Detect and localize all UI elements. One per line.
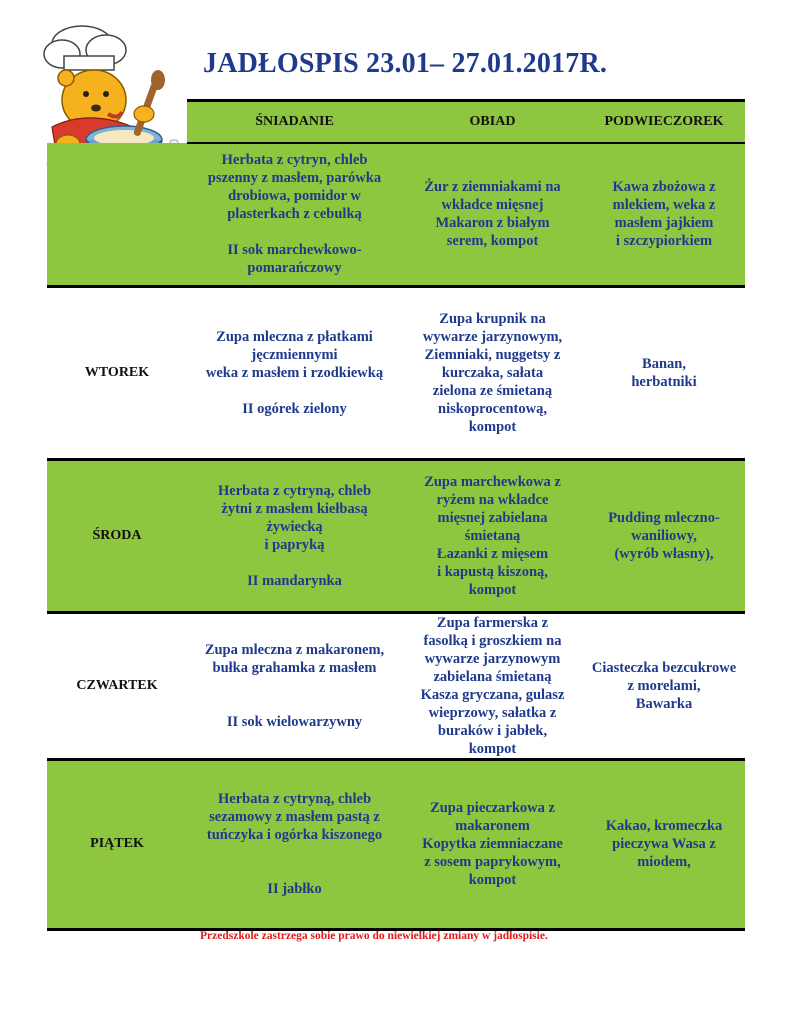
- day-label: ŚRODA: [47, 459, 187, 612]
- snack-cell: Ciasteczka bezcukrowe z morelami, Bawarka: [583, 612, 745, 759]
- page-title: JADŁOSPIS 23.01– 27.01.2017R.: [203, 48, 608, 79]
- breakfast-cell: Herbata z cytryną, chleb sezamowy z masłem pastą z tuńczyka i ogórka kiszonego II jabłko: [187, 759, 402, 929]
- header-snack: PODWIECZOREK: [583, 101, 745, 144]
- header-row: [47, 101, 745, 144]
- lunch-cell: Zupa marchewkowa z ryżem na wkładce mięsnej zabielana śmietaną Łazanki z mięsem i kapustą kiszoną, kompot: [402, 459, 583, 612]
- day-label: CZWARTEK: [47, 612, 187, 759]
- lunch-cell: Zupa pieczarkowa z makaronem Kopytka ziemniaczane z sosem paprykowym, kompot: [402, 759, 583, 929]
- disclaimer-note: Przedszkole zastrzega sobie prawo do niewielkiej zmiany w jadłospisie.: [200, 930, 548, 942]
- breakfast-cell: Herbata z cytryn, chleb pszenny z masłem, parówka drobiowa, pomidor w plasterkach z cebulką II sok marchewkowo- pomarańczowy: [187, 143, 402, 286]
- lunch-cell: Zupa krupnik na wywarze jarzynowym, Ziemniaki, nuggetsy z kurczaka, sałata zielona ze śmietaną niskoprocentową, kompot: [402, 286, 583, 459]
- lunch-cell: Żur z ziemniakami na wkładce mięsnej Makaron z białym serem, kompot: [402, 143, 583, 286]
- snack-cell: Banan, herbatniki: [583, 286, 745, 459]
- header-breakfast: ŚNIADANIE: [187, 101, 402, 144]
- breakfast-cell: Zupa mleczna z płatkami jęczmiennymi weka z masłem i rzodkiewką II ogórek zielony: [187, 286, 402, 459]
- breakfast-cell: Herbata z cytryną, chleb żytni z masłem kiełbasą żywiecką i papryką II mandarynka: [187, 459, 402, 612]
- day-row: [47, 459, 745, 612]
- day-row: [47, 286, 745, 459]
- snack-cell: Kawa zbożowa z mlekiem, weka z masłem jajkiem i szczypiorkiem: [583, 143, 745, 286]
- day-row: [47, 612, 745, 759]
- day-label: WTOREK: [47, 286, 187, 459]
- day-row: [47, 759, 745, 929]
- snack-cell: Pudding mleczno- waniliowy, (wyrób własny),: [583, 459, 745, 612]
- lunch-cell: Zupa farmerska z fasolką i groszkiem na wywarze jarzynowym zabielana śmietaną Kasza gryczana, gulasz wieprzowy, sałatka z buraków i jabłek, kompot: [402, 612, 583, 759]
- day-label: PIĄTEK: [47, 759, 187, 929]
- breakfast-cell: Zupa mleczna z makaronem, bułka grahamka z masłem II sok wielowarzywny: [187, 612, 402, 759]
- snack-cell: Kakao, kromeczka pieczywa Wasa z miodem,: [583, 759, 745, 929]
- header-day: [47, 101, 187, 144]
- day-label: [47, 143, 187, 286]
- header-lunch: OBIAD: [402, 101, 583, 144]
- menu-table: [47, 99, 745, 931]
- day-row: [47, 143, 745, 286]
